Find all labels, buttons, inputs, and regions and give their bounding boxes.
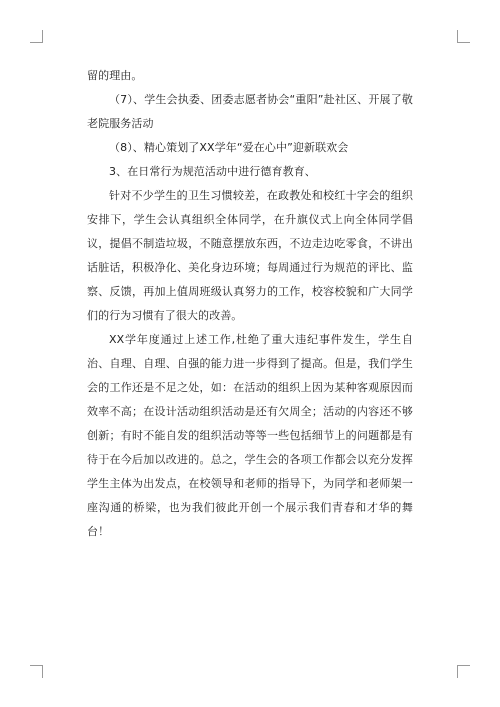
crop-mark-bottom-right	[457, 665, 470, 678]
list-item-8: （8）、精心策划了XX学年“爱在心中”迎新联欢会	[109, 141, 349, 154]
paragraph-summary: XX学年度通过上述工作,杜绝了重大违纪事件发生，学生自治、自理、自理、自强的能力进一步得到了提高。但是，我们学生会的工作还是不足之处，如：在活动的组织上因为某种客观原因而效率不高；在设计活动组织活动是还有欠周全；活动的内容还不够创新；有时不能自发的组织活动等等一些包括细节上的问题都是有待于在今后加以改进的。总之，学生会的各项工作都会以充分发挥学生主体为出发点，在校领导和老师的指导下，为同学和老师架一座沟通的桥梁，也为我们彼此开创一个展示我们青春和才华的舞台！	[87, 333, 413, 538]
crop-mark-top-left	[30, 30, 43, 43]
paragraph-hygiene: 针对不少学生的卫生习惯较差，在政教处和校红十字会的组织安排下，学生会认真组织全体同学，在升旗仪式上向全体同学倡议，提倡不制造垃圾，不随意摆放东西，不边走边吃零食，不讲出话脏话，积极净化、美化身边环境；每周通过行为规范的评比、监察、反馈，再加上值周班级认真努力的工作，校容校貌和广大同学们的行为习惯有了很大的改善。	[87, 189, 413, 322]
list-item-7: （7）、学生会执委、团委志愿者协会“重阳”赴社区、开展了敬老院服务活动	[87, 93, 413, 130]
paragraph-continuation: 留的理由。	[87, 69, 143, 82]
crop-mark-top-right	[457, 30, 470, 43]
crop-mark-bottom-left	[30, 665, 43, 678]
document-body	[87, 64, 413, 544]
section-heading-3: 3、在日常行为规范活动中进行德育教育、	[109, 165, 316, 178]
